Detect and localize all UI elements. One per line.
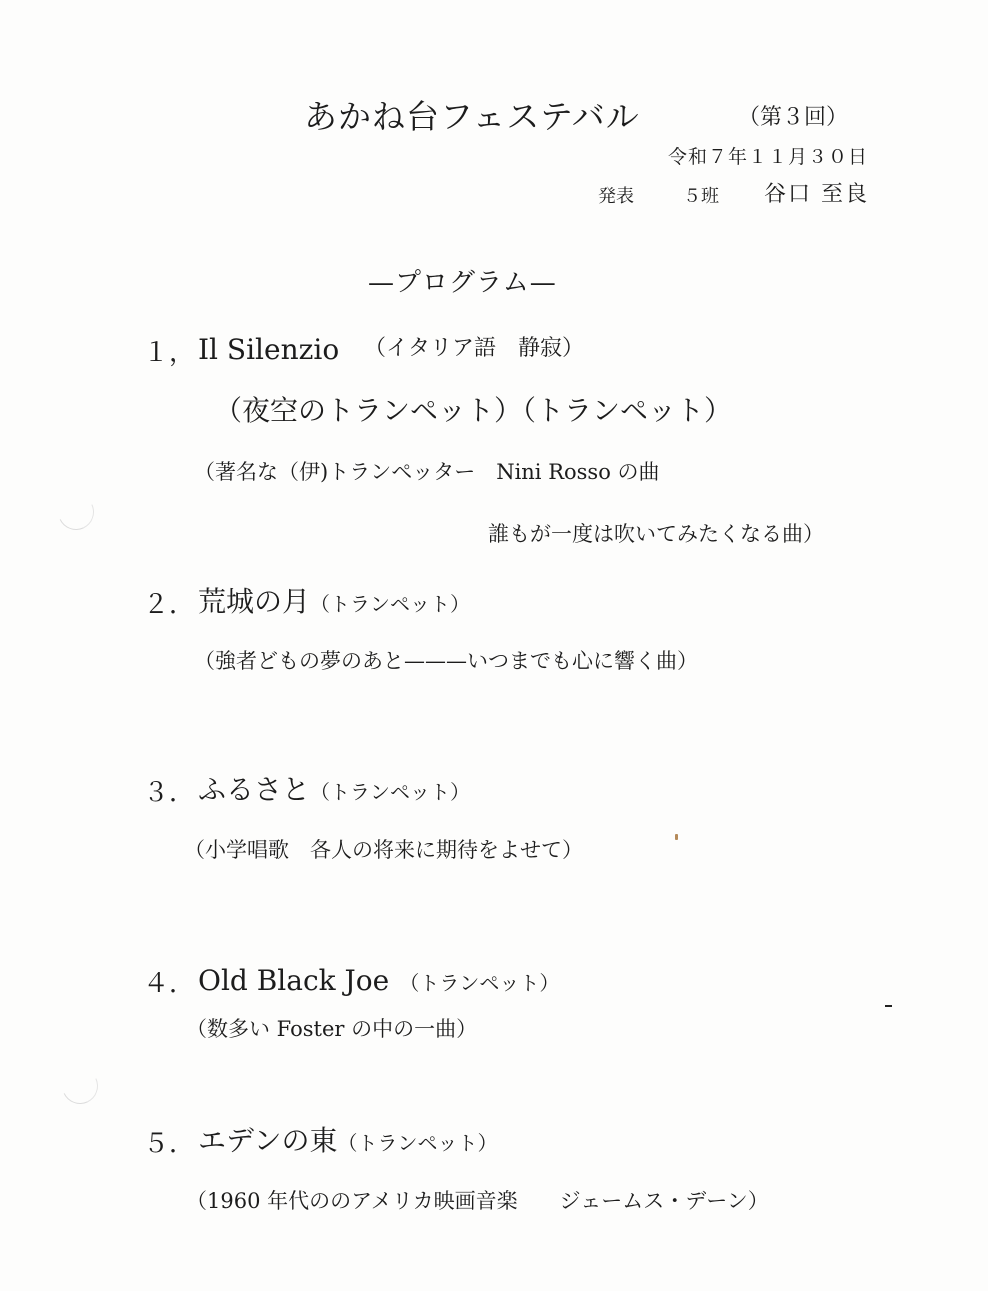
- item-5-title: エデンの東: [198, 1124, 338, 1157]
- document-title: あかね台フェステバル: [304, 97, 640, 136]
- item-5-instrument: （トランペット）: [337, 1131, 498, 1155]
- item-1-description: （著名な（伊)トランペッター Nini Rosso の曲: [194, 460, 660, 484]
- stray-mark: [675, 834, 678, 840]
- item-4-title: Old Black Joe: [198, 964, 390, 997]
- item-1-subtitle: （イタリア語 静寂）: [364, 336, 585, 361]
- item-2-heading: [198, 585, 471, 618]
- item-1-subtitle-2: （夜空のトランペット）（トランペット）: [214, 394, 733, 427]
- item-5-description: （1960 年代ののアメリカ映画音楽 ジェームス・デーン）: [186, 1189, 769, 1213]
- punch-hole-mark: [57, 1063, 103, 1109]
- presenter-group: ５班: [683, 186, 719, 207]
- item-1-number: １，: [143, 338, 196, 368]
- item-1-title: Il Silenzio: [198, 333, 340, 366]
- item-4-instrument: （トランペット）: [399, 971, 560, 995]
- document-date: 令和７年１１月３０日: [668, 146, 869, 168]
- program-heading: —プログラム—: [368, 268, 557, 298]
- item-2-number: ２．: [143, 590, 196, 620]
- stray-mark: [885, 1005, 892, 1007]
- item-2-title: 荒城の月: [198, 585, 311, 618]
- item-2-description: （強者どもの夢のあと———いつまでも心に響く曲）: [194, 649, 698, 673]
- edition-label: （第３回）: [738, 105, 849, 130]
- item-3-number: ３．: [143, 778, 196, 808]
- item-1-description-2: 誰もが一度は吹いてみたくなる曲）: [488, 522, 824, 546]
- item-3-instrument: （トランペット）: [310, 780, 471, 804]
- presenter-name: 谷口 至良: [764, 182, 869, 207]
- presenter-label: 発表: [598, 186, 634, 207]
- item-3-title: ふるさと: [198, 773, 311, 806]
- item-4-description: （数多い Foster の中の一曲）: [186, 1017, 478, 1041]
- item-4-heading: [198, 964, 560, 997]
- item-5-heading: [198, 1124, 498, 1157]
- item-3-heading: [198, 773, 471, 806]
- item-2-instrument: （トランペット）: [310, 592, 471, 616]
- punch-hole-mark: [53, 489, 99, 535]
- item-5-number: ５．: [143, 1129, 196, 1159]
- item-3-description: （小学唱歌 各人の将来に期待をよせて）: [184, 838, 583, 862]
- item-4-number: ４．: [143, 969, 196, 999]
